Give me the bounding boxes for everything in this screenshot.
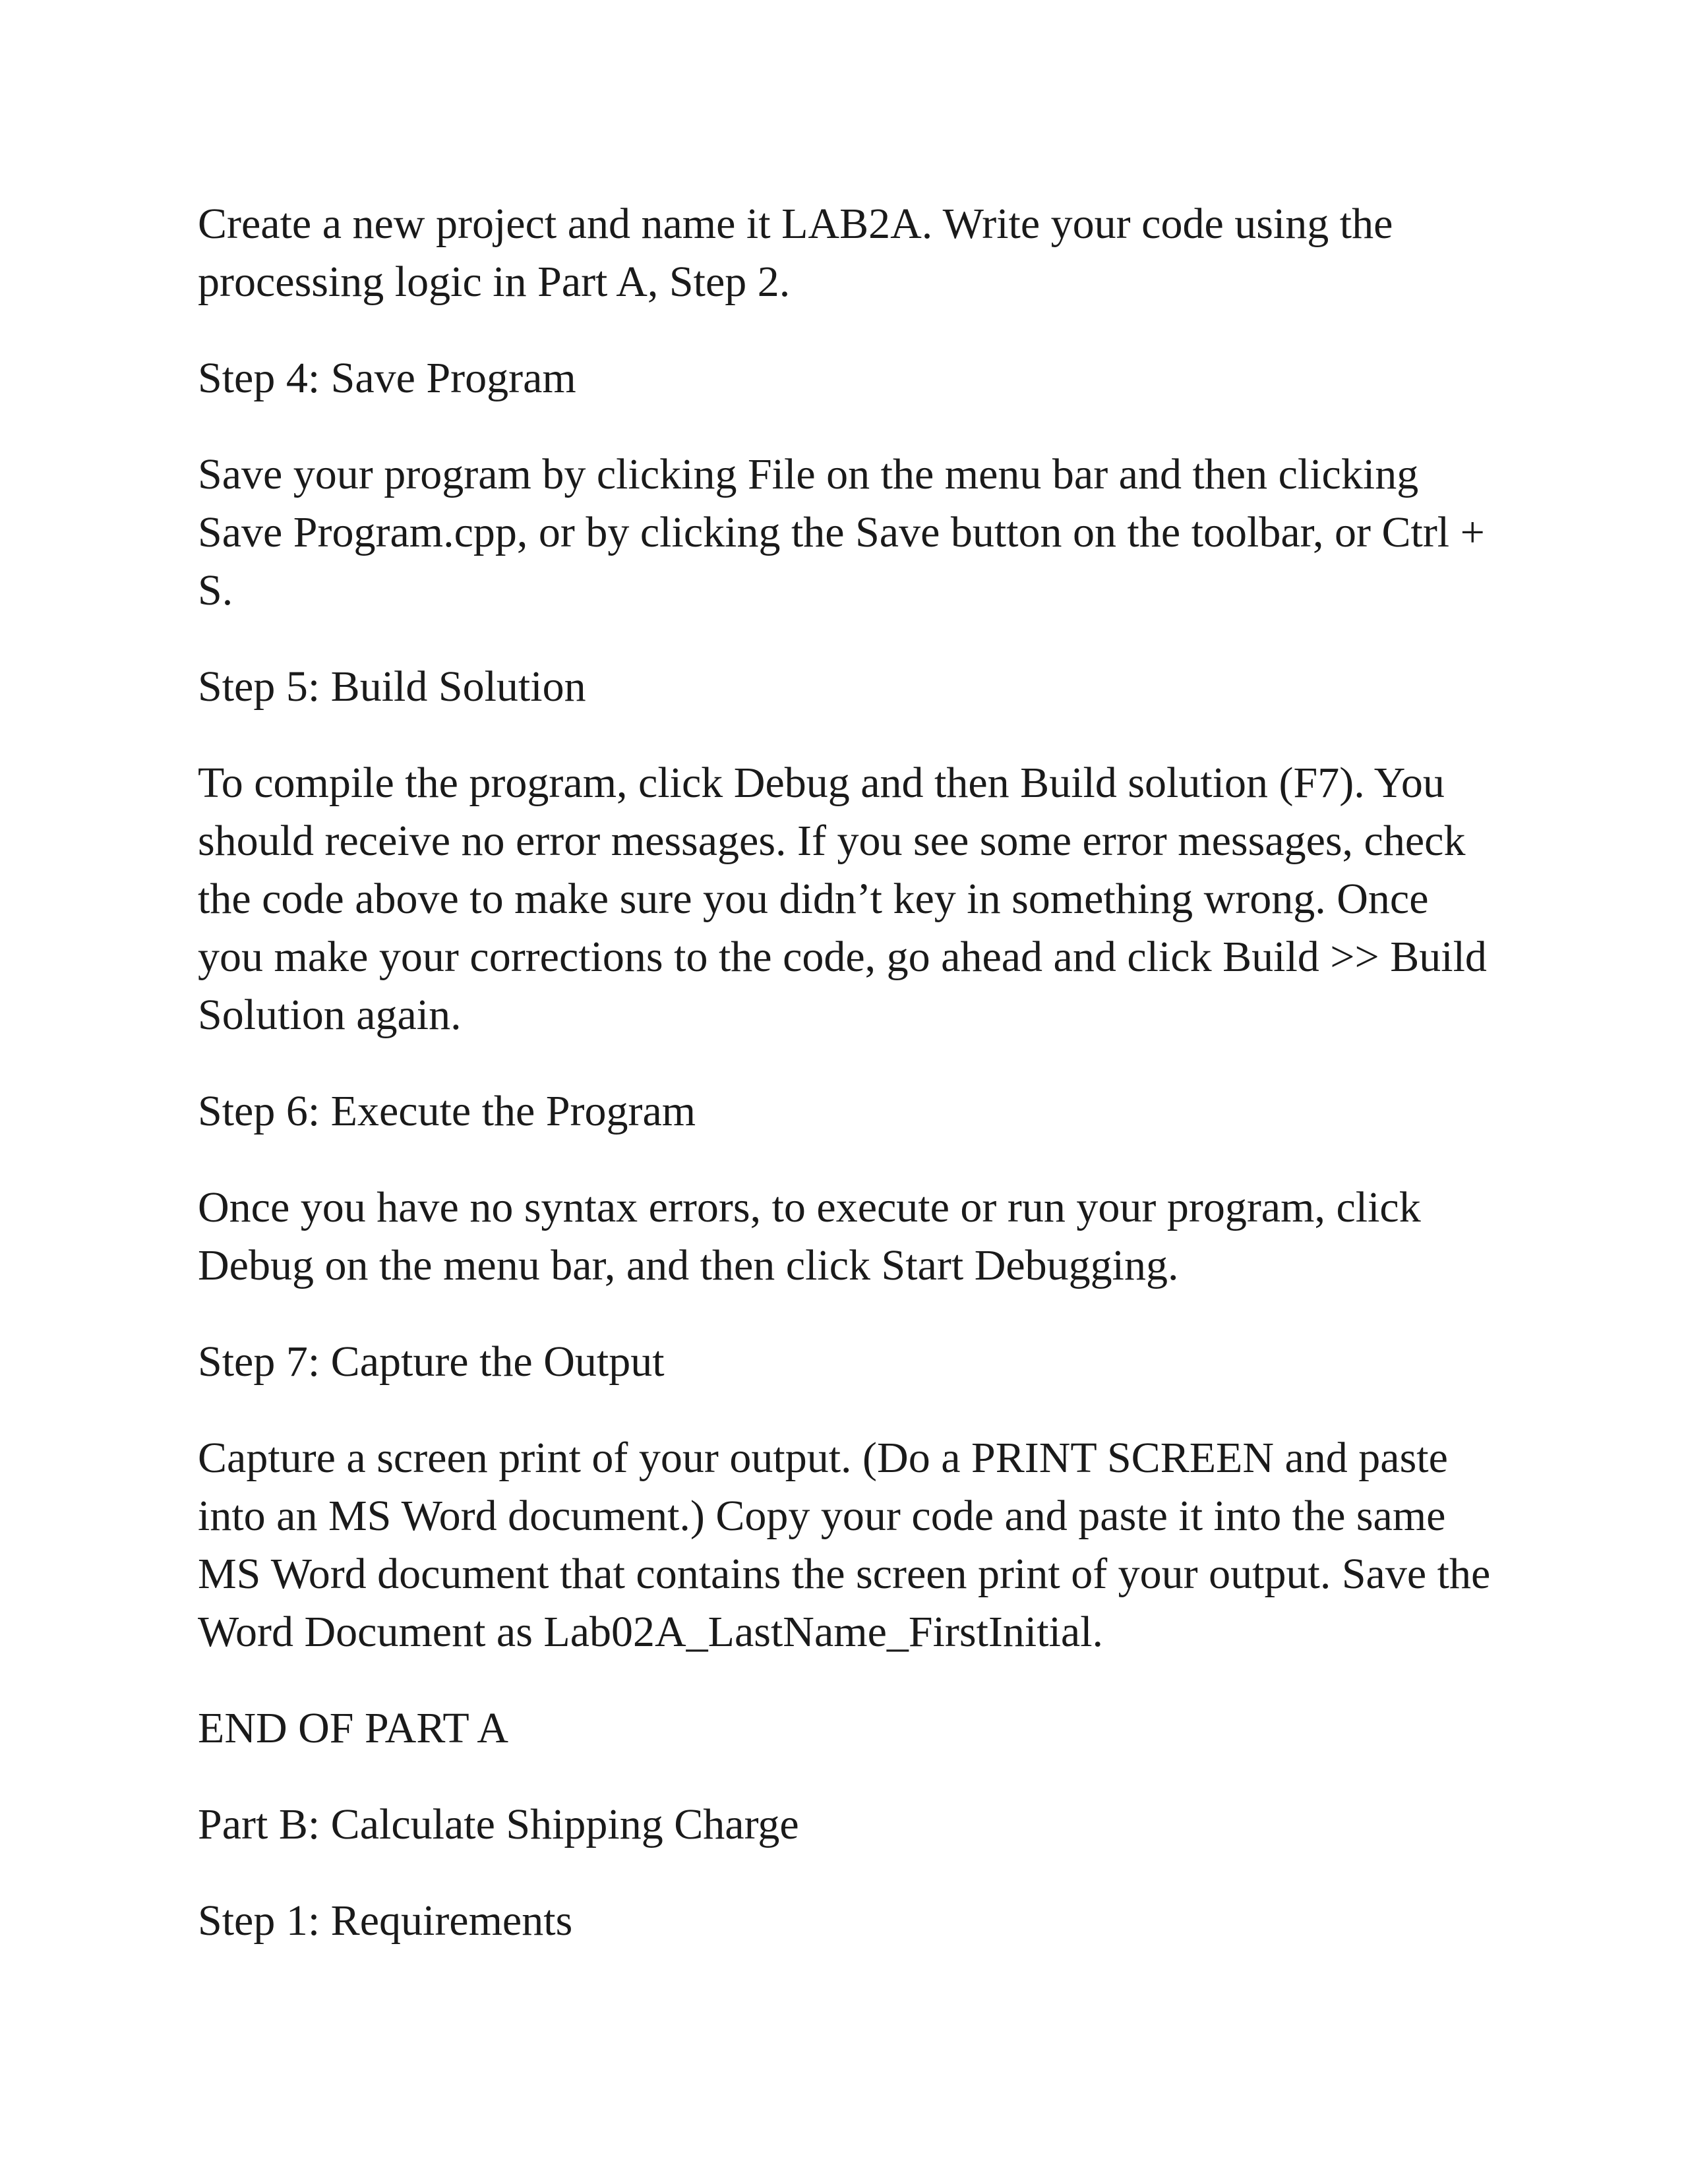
part-b-heading: Part B: Calculate Shipping Charge xyxy=(198,1800,799,1848)
step-7-heading: Step 7: Capture the Output xyxy=(198,1338,665,1386)
end-of-part-a-heading: END OF PART A xyxy=(198,1704,509,1752)
step-4-heading: Step 4: Save Program xyxy=(198,354,576,402)
step-6-paragraph: Once you have no syntax errors, to execute or run your program, click Debug on the menu bar, and then click Start Debugging. xyxy=(198,1183,1421,1289)
intro-paragraph: Create a new project and name it LAB2A. Write your code using the processing logic in Part A, Step 2. xyxy=(198,200,1393,306)
step-6-heading: Step 6: Execute the Program xyxy=(198,1087,696,1135)
step-7-paragraph: Capture a screen print of your output. (Do a PRINT SCREEN and paste into an MS Word document.) Copy your code and paste it into the same MS Word document that contains the screen print of your output. Save the Word Document as Lab02A_LastName_FirstInitial. xyxy=(198,1434,1491,1656)
step-5-paragraph: To compile the program, click Debug and then Build solution (F7). You should receive no error messages. If you see some error messages, check the code above to make sure you didn’t key in something wrong. Once you make your corrections to the code, go ahead and click Build >> Build Solution again. xyxy=(198,759,1487,1039)
step-5-heading: Step 5: Build Solution xyxy=(198,663,586,711)
document-body xyxy=(198,195,1503,1988)
part-b-step-1-heading: Step 1: Requirements xyxy=(198,1897,573,1945)
step-4-paragraph: Save your program by clicking File on the menu bar and then clicking Save Program.cpp, or by clicking the Save button on the toolbar, or Ctrl + S. xyxy=(198,450,1485,614)
